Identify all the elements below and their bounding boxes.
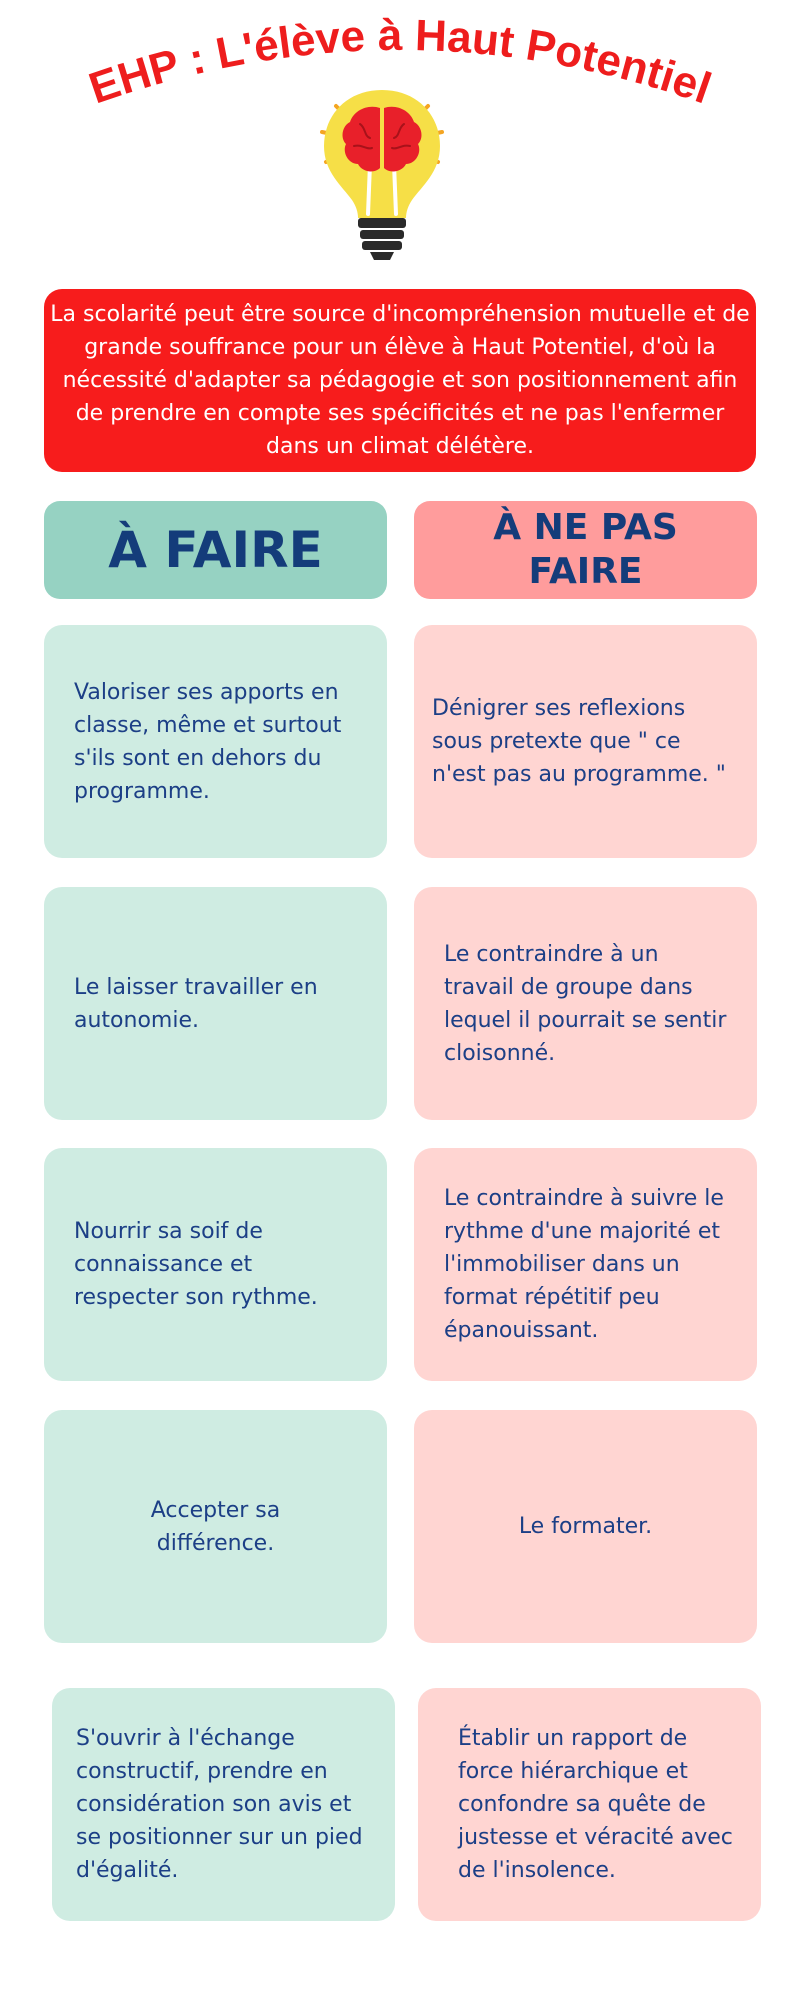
intro-box (44, 289, 756, 472)
dont-card-3 (414, 1148, 757, 1381)
intro-text: La scolarité peut être source d'incompréhension mutuelle et de grande souffrance pour un élève à Haut Potentiel, d'où la nécessité d'adapter sa pédagogie et son positionnement afin de prendre en compte ses spécificités et ne pas l'enfermer dans un climat délétère. (50, 302, 750, 459)
do-card-text: Valoriser ses apports en classe, même et surtout s'ils sont en dehors du programme. (74, 679, 342, 804)
do-card-text: Le laisser travailler en autonomie. (74, 974, 318, 1033)
dont-card-4 (414, 1410, 757, 1643)
dont-card-1 (414, 625, 757, 858)
dont-card-text: Dénigrer ses reflexions sous pretexte que " ce n'est pas au programme. " (432, 696, 726, 787)
lightbulb-brain-icon (316, 84, 448, 264)
dont-card-5 (418, 1688, 761, 1921)
do-card-text: S'ouvrir à l'échange constructif, prendre en considération son avis et se positionner sur un pied d'égalité. (76, 1726, 363, 1883)
do-card-5 (52, 1688, 395, 1921)
dont-card-text: Établir un rapport de force hiérarchique et confondre sa quête de justesse et véracité avec de l'insolence. (458, 1726, 733, 1883)
do-card-text: Nourrir sa soif de connaissance et respecter son rythme. (74, 1219, 318, 1310)
page-title-text: EHP : L'élève à Haut Potentiel (83, 10, 718, 114)
dont-card-2 (414, 887, 757, 1120)
dont-card-text: Le formater. (518, 1514, 653, 1539)
header-dont-label: À NE PAS FAIRE (493, 507, 678, 592)
do-card-text: Accepter sa différence. (150, 1497, 281, 1556)
dont-card-text: Le contraindre à un travail de groupe dans lequel il pourrait se sentir cloisonné. (444, 941, 727, 1066)
do-card-1 (44, 625, 387, 858)
do-card-4 (44, 1410, 387, 1643)
header-do (44, 501, 387, 599)
do-card-3 (44, 1148, 387, 1381)
header-dont (414, 501, 757, 599)
header-do-label: À FAIRE (108, 521, 323, 579)
dont-card-text: Le contraindre à suivre le rythme d'une majorité et l'immobiliser dans un format répétitif peu épanouissant. (444, 1186, 724, 1343)
do-card-2 (44, 887, 387, 1120)
